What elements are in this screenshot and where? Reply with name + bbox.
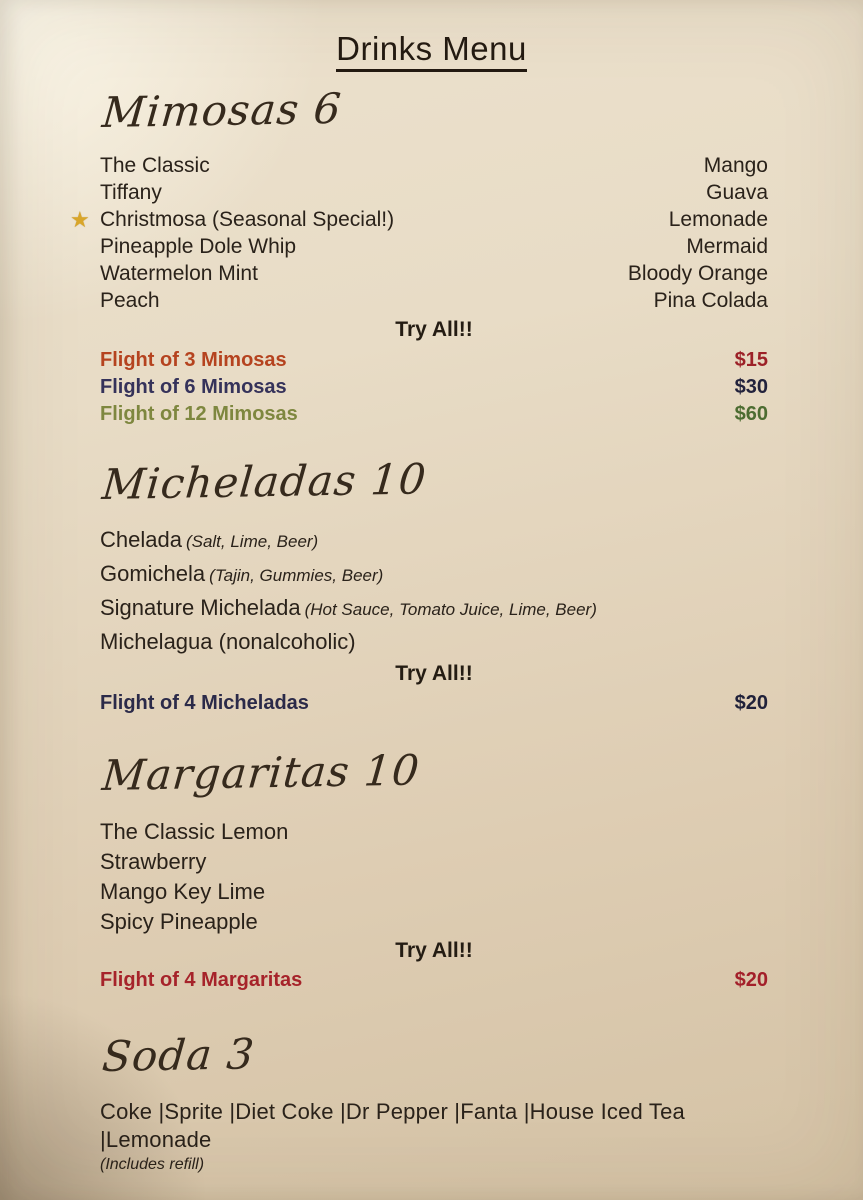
micheladas-list — [100, 524, 768, 660]
mimosa-flavor: Tiffany — [100, 181, 162, 204]
margarita-item: Strawberry — [100, 849, 207, 874]
michelada-item — [100, 626, 768, 660]
flight-row — [100, 966, 768, 994]
mimosa-flavor: Christmosa (Seasonal Special!) — [100, 208, 395, 231]
mimosa-row — [100, 179, 768, 206]
soda-heading: Soda 3 — [100, 1029, 257, 1082]
mimosa-flavor: The Classic — [100, 154, 210, 177]
mimosa-flavor: Guava — [706, 181, 768, 204]
mimosa-flavor: Mermaid — [686, 235, 768, 258]
item-ingredients: (Tajin, Gummies, Beer) — [209, 566, 384, 585]
flight-label: Flight of 4 Margaritas — [100, 969, 303, 991]
mimosas-list — [70, 152, 768, 314]
margarita-item: Mango Key Lime — [100, 879, 266, 904]
flight-price: $60 — [734, 403, 768, 425]
mimosas-try-all: Try All!! — [395, 318, 473, 341]
flight-row — [100, 347, 768, 374]
title-row — [0, 0, 863, 72]
mimosa-row — [100, 152, 768, 179]
item-ingredients: (Salt, Lime, Beer) — [185, 532, 319, 551]
michelada-item — [100, 558, 768, 592]
flight-row — [100, 689, 768, 717]
item-name: Michelagua (nonalcoholic) — [100, 629, 356, 654]
item-ingredients: (Hot Sauce, Tomato Juice, Lime, Beer) — [304, 600, 597, 619]
mimosa-flavor: Pina Colada — [653, 289, 768, 312]
section-soda — [100, 994, 768, 1176]
soda-options: Coke |Sprite |Diet Coke |Dr Pepper |Fanta |House Iced Tea |Lemonade — [100, 1099, 685, 1152]
mimosa-flavor: Lemonade — [668, 208, 768, 231]
mimosa-row-seasonal — [70, 206, 768, 233]
michelada-item — [100, 592, 768, 626]
menu-body — [70, 72, 768, 1176]
mimosas-heading: Mimosas 6 — [100, 83, 344, 138]
margarita-item: Spicy Pineapple — [100, 909, 258, 934]
flight-price: $20 — [734, 969, 768, 991]
flight-label: Flight of 4 Micheladas — [100, 692, 309, 714]
mimosa-row — [100, 260, 768, 287]
mimosa-flavor: Peach — [100, 289, 160, 312]
item-name: Chelada — [100, 527, 182, 552]
item-name: Signature Michelada — [100, 595, 301, 620]
micheladas-try-all: Try All!! — [395, 662, 473, 685]
star-icon: ★ — [70, 207, 90, 232]
flight-row — [100, 374, 768, 401]
mimosa-flights — [100, 347, 768, 428]
margarita-item: The Classic Lemon — [100, 819, 289, 844]
micheladas-heading: Micheladas 10 — [100, 454, 429, 510]
section-margaritas — [100, 717, 768, 994]
soda-refill-note: (Includes refill) — [100, 1156, 205, 1173]
mimosa-flavor: Watermelon Mint — [100, 262, 258, 285]
margaritas-try-all: Try All!! — [395, 939, 473, 962]
margaritas-list — [100, 817, 768, 937]
flight-label: Flight of 6 Mimosas — [100, 376, 287, 398]
flight-price: $15 — [734, 349, 768, 371]
mimosa-flavor: Bloody Orange — [627, 262, 768, 285]
mimosa-row — [100, 233, 768, 260]
page-title: Drinks Menu — [336, 30, 527, 72]
flight-row — [100, 401, 768, 428]
mimosa-flavor: Pineapple Dole Whip — [100, 235, 297, 258]
margaritas-heading: Margaritas 10 — [100, 745, 422, 801]
section-micheladas — [100, 428, 768, 717]
flight-label: Flight of 3 Mimosas — [100, 349, 287, 371]
mimosa-flavor: Mango — [703, 154, 768, 177]
section-mimosas — [70, 72, 768, 428]
flight-label: Flight of 12 Mimosas — [100, 403, 298, 425]
flight-price: $30 — [734, 376, 768, 398]
item-name: Gomichela — [100, 561, 206, 586]
flight-price: $20 — [734, 692, 768, 714]
mimosa-row — [100, 287, 768, 314]
michelada-item — [100, 524, 768, 558]
